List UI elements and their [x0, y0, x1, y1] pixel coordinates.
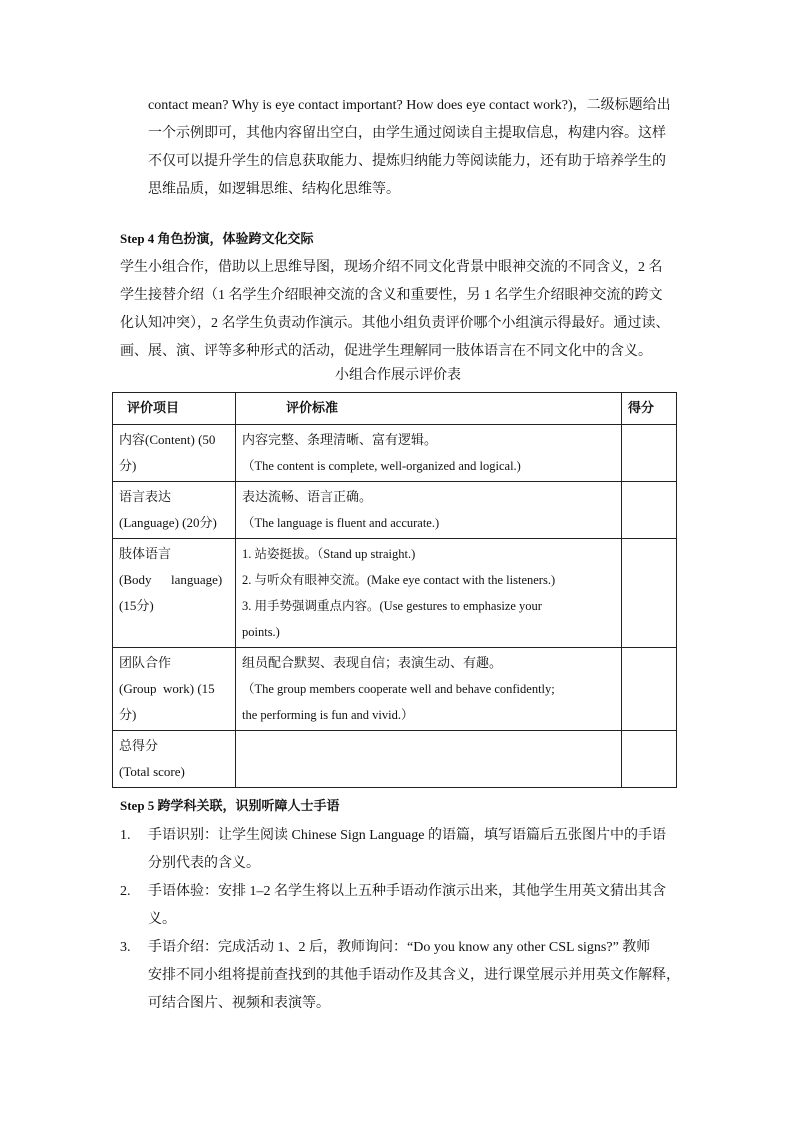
row-criteria	[236, 539, 622, 648]
item-text: 总得分	[119, 738, 159, 753]
row-criteria	[236, 482, 622, 539]
list-line: 手语识别：让学生阅读 Chinese Sign Language 的语篇，填写语篇后五张图片中的手语	[148, 828, 666, 843]
list-line: 手语介绍：完成活动 1、2 后，教师询问：“Do you know any other CSL signs?” 教师	[148, 940, 651, 955]
intro-line: 不仅可以提升学生的信息获取能力、提炼归纳能力等阅读能力，还有助于培养学生的	[148, 154, 666, 169]
item-text: 语言表达	[119, 489, 172, 504]
table-row	[113, 731, 677, 788]
table-row	[113, 648, 677, 731]
item-text: 分)	[119, 707, 137, 722]
step4-line: 学生小组合作，借助以上思维导图，现场介绍不同文化背景中眼神交流的不同含义，2 名	[120, 260, 663, 275]
criteria-text: 1. 站姿挺拔。（Stand up straight.)	[242, 547, 416, 561]
item-text: (Total score)	[119, 764, 185, 779]
list-text	[148, 822, 686, 878]
list-number: 2.	[120, 884, 131, 899]
item-text: (Language) (20分)	[119, 515, 217, 530]
header-criteria-label: 评价标准	[286, 400, 339, 415]
row-item	[113, 539, 236, 648]
row-criteria	[236, 731, 622, 788]
item-text: 团队合作	[119, 655, 172, 670]
list-number: 3.	[120, 940, 131, 955]
header-item	[113, 393, 236, 425]
list-item	[120, 822, 686, 878]
list-item	[120, 878, 686, 934]
row-score	[622, 539, 677, 648]
evaluation-table	[112, 392, 677, 788]
criteria-text: 内容完整、条理清晰、富有逻辑。	[242, 432, 438, 447]
header-score-label: 得分	[628, 400, 655, 415]
step4-paragraph	[120, 254, 686, 366]
table-row	[113, 539, 677, 648]
intro-paragraph	[148, 92, 684, 204]
row-criteria	[236, 425, 622, 482]
step4-line: 画、展、演、评等多种形式的活动，促进学生理解同一肢体语言在不同文化中的含义。	[120, 344, 652, 359]
item-text: (Group work) (15	[119, 681, 215, 696]
row-score	[622, 731, 677, 788]
row-score	[622, 482, 677, 539]
row-item	[113, 731, 236, 788]
criteria-text: 表达流畅、语言正确。	[242, 489, 373, 504]
criteria-text: points.)	[242, 625, 280, 639]
table-row	[113, 482, 677, 539]
list-line: 分别代表的含义。	[148, 856, 260, 871]
row-item	[113, 482, 236, 539]
intro-line: 一个示例即可，其他内容留出空白，由学生通过阅读自主提取信息，构建内容。这样	[148, 126, 666, 141]
list-item	[120, 934, 686, 1018]
criteria-text: 组员配合默契、表现自信；表演生动、有趣。	[242, 655, 503, 670]
list-text	[148, 934, 686, 1018]
step5-heading: Step 5 跨学科关联，识别听障人士手语	[120, 798, 340, 813]
intro-line: contact mean? Why is eye contact important? How does eye contact work?)，二级标题给出	[148, 98, 671, 113]
criteria-text: 3. 用手势强调重点内容。(Use gestures to emphasize your	[242, 599, 542, 613]
criteria-text: （The language is fluent and accurate.)	[242, 516, 440, 530]
step4-line: 学生接替介绍（1 名学生介绍眼神交流的含义和重要性，另 1 名学生介绍眼神交流的跨文	[120, 288, 663, 303]
item-text: 内容(Content) (50	[119, 432, 216, 447]
list-text	[148, 878, 686, 934]
intro-line: 思维品质，如逻辑思维、结构化思维等。	[148, 182, 400, 197]
criteria-text: （The content is complete, well-organized and logical.)	[242, 459, 521, 473]
table-row	[113, 425, 677, 482]
row-score	[622, 648, 677, 731]
step4-heading: Step 4 角色扮演，体验跨文化交际	[120, 231, 314, 246]
row-item	[113, 648, 236, 731]
criteria-text: （The group members cooperate well and behave confidently;	[242, 682, 555, 696]
item-text: 分)	[119, 458, 137, 473]
row-item	[113, 425, 236, 482]
criteria-text: 2. 与听众有眼神交流。(Make eye contact with the listeners.)	[242, 573, 556, 587]
step4-line: 化认知冲突），2 名学生负责动作演示。其他小组负责评价哪个小组演示得最好。通过读、	[120, 316, 670, 331]
header-item-label: 评价项目	[127, 400, 180, 415]
list-line: 安排不同小组将提前查找到的其他手语动作及其含义，进行课堂展示并用英文作解释，	[148, 968, 680, 983]
table-header-row	[113, 393, 677, 425]
item-text: 肢体语言	[119, 546, 172, 561]
item-text: (Body language)	[119, 572, 223, 587]
row-score	[622, 425, 677, 482]
table-caption: 小组合作展示评价表	[335, 368, 461, 383]
list-number: 1.	[120, 828, 131, 843]
step5-list	[120, 822, 686, 1018]
header-criteria	[236, 393, 622, 425]
criteria-text: the performing is fun and vivid.）	[242, 708, 414, 722]
header-score	[622, 393, 677, 425]
list-line: 手语体验：安排 1–2 名学生将以上五种手语动作演示出来，其他学生用英文猜出其含	[148, 884, 666, 899]
item-text: (15分)	[119, 598, 154, 613]
list-line: 可结合图片、视频和表演等。	[148, 996, 330, 1011]
row-criteria	[236, 648, 622, 731]
list-line: 义。	[148, 912, 176, 927]
